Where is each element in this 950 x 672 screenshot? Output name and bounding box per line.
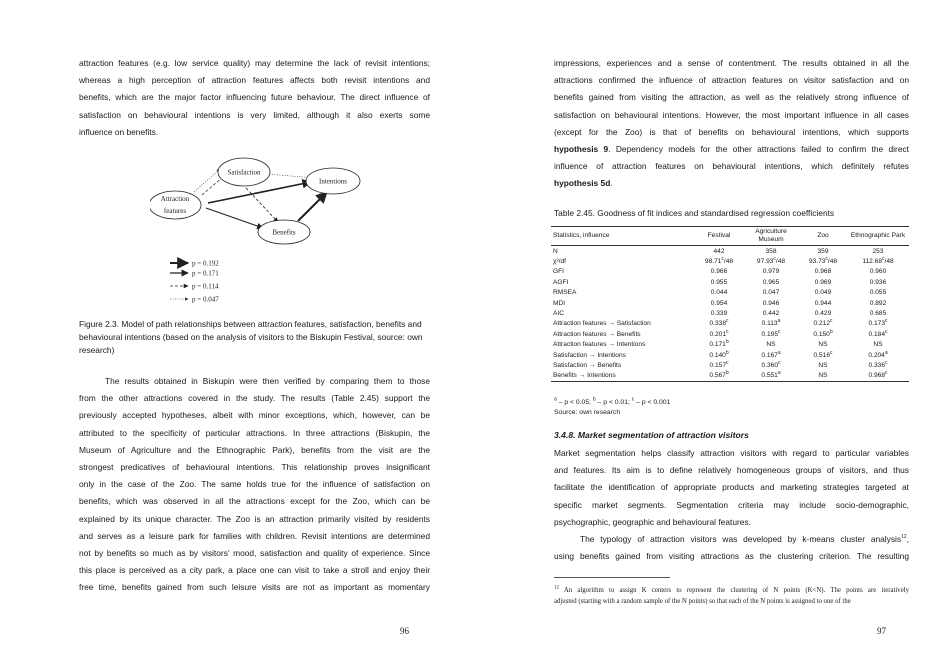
table-cell: 0.979: [762, 268, 780, 276]
table-cell: 0.969: [814, 278, 832, 286]
table-cell: 0.150$^b$: [813, 328, 833, 338]
right-paragraph-2: [554, 445, 909, 531]
table-cell: 359: [817, 247, 829, 255]
table-cell: 0.171$^b$: [709, 339, 729, 349]
table-row: [551, 360, 909, 370]
arrow-attraction-intentions: [208, 182, 311, 203]
text-line: free time, benefits gained from such leisure visits are not as important as momentary: [79, 582, 430, 593]
legend-label-1: p = 0.192: [192, 259, 219, 268]
table-cell: 0.955: [710, 278, 728, 286]
arrow-attraction-satisfaction: [194, 169, 220, 192]
text-line: Market segmentation helps classify attraction visitors with regard to particular variables: [554, 448, 909, 458]
text-line: satisfaction on behavioural intentions. However, the most important influence in all cases: [554, 109, 909, 120]
text-line: influence of attraction features on behavioural intentions, which definitely refutes: [554, 161, 909, 172]
figure-caption: Figure 2.3. Model of path relationships between attraction features, satisfaction, benefits and behavioural intentions (based on the analysis of visitors to the Biskupin Festival, source: own research): [79, 319, 423, 355]
right-paragraph-3: [554, 531, 909, 565]
table-cell: NS: [818, 361, 828, 369]
right-paragraph-1: [554, 55, 909, 193]
table-row-label: Attraction features → Benefits: [553, 330, 641, 338]
table-title: Table 2.45. Goodness of fit indices and standardised regression coefficients: [554, 208, 835, 218]
table-cell: 93.73$^c$/48: [808, 255, 838, 266]
table-cell: 0.204$^a$: [868, 349, 888, 359]
table-row: [551, 277, 909, 287]
text-line: attributed to the specificity of particular attractions. In three attractions (Biskupin, the: [79, 427, 430, 438]
footnote-ref: 12: [901, 534, 907, 541]
table-cell: 98.71$^c$/48: [704, 255, 734, 266]
table-cell: 0.567$^b$: [695, 371, 743, 382]
table-row: [551, 329, 909, 339]
table-row: [551, 246, 909, 257]
table-cell: 0.047: [762, 289, 780, 297]
legend-label-4: p = 0.047: [192, 295, 219, 304]
text-line: hypothesis 5d.: [554, 178, 613, 189]
table-cell: 0.113$^a$: [761, 318, 781, 328]
text-line: $^{12}$ An algorithm to assign K centers to represent the clustering of N points (K<N). The points are iteratively: [554, 585, 909, 594]
table-body: [551, 246, 909, 382]
table-row: [551, 256, 909, 266]
text-line: benefits gained from visiting the attraction, as well as the relatively strong influence of: [554, 92, 909, 103]
page-number-right: 97: [877, 626, 886, 636]
table-cell: 0.173$^c$: [868, 318, 888, 328]
text-line: The typology of attraction visitors was developed by k-means cluster analysis$^{12}$,: [580, 534, 909, 544]
table-cell: 0.936: [869, 278, 887, 286]
table-cell: 0.968: [814, 268, 832, 276]
text-line: attraction features (e.g. low service quality) may determine the lack of revisit intentions;: [79, 58, 430, 68]
legend-label-2: p = 0.171: [192, 269, 219, 278]
table-cell: 0.184$^c$: [868, 328, 888, 338]
arrow-benefits-intentions: [298, 192, 327, 221]
table-cell: 0.965: [762, 278, 780, 286]
text-line: only in the case of the Zoo. The same holds true for the influence of satisfaction on: [79, 479, 430, 490]
table-header-row: [551, 227, 909, 246]
header-festival: Festival: [695, 227, 743, 246]
text-line: influence on benefits.: [79, 126, 159, 137]
table-row: [551, 350, 909, 360]
table-cell: 0.167$^a$: [761, 349, 781, 359]
table-row: [551, 371, 909, 382]
table-cell: 0.516$^c$: [813, 349, 833, 359]
text-line: impressions, experiences and a sense of contentment. The results obtained in all the: [554, 58, 909, 68]
text-line: not by benefits so much as by visitors’ mood, satisfaction and quality of experience. Since: [79, 548, 430, 559]
text-line: using benefits gained from visiting attractions as the clustering criterion. The resulting: [554, 551, 909, 562]
table-cell: 0.212$^c$: [813, 318, 833, 328]
table-cell: 0.140$^b$: [709, 349, 729, 359]
table-cell: 0.966: [710, 268, 728, 276]
table-cell: 0.201$^c$: [709, 328, 729, 338]
text-line: adjusted (starting with a random sample of the N points) so that each of the N points is assigned to one of the: [554, 598, 851, 605]
node-benefits-label: Benefits: [272, 228, 296, 237]
header-statistics: Statistics, influence: [551, 227, 695, 246]
table-cell: 112.68$^c$/48: [862, 255, 894, 266]
goodness-of-fit-table: [551, 226, 909, 382]
table-row-label: N: [553, 247, 558, 255]
table-row-label: Attraction features → Intentions: [553, 341, 646, 349]
text-line: satisfaction on behavioural intentions is very limited, although it also exerts some: [79, 109, 430, 120]
text-line: benefits, which are the major factor influencing future behaviour. The direct influence of: [79, 92, 430, 103]
text-line: strongest predicatives of behavioural intentions. This relationship proves insignificant: [79, 462, 430, 473]
node-attraction-label-2: features: [163, 207, 187, 215]
footnote-rule: [554, 577, 670, 578]
path-model-diagram: [150, 152, 385, 307]
table-row-label: AGFI: [553, 278, 569, 286]
table-cell: 0.954: [710, 299, 728, 307]
table-row: [551, 308, 909, 318]
table-cell: 0.055: [869, 289, 887, 297]
section-heading: 3.4.8. Market segmentation of attraction visitors: [554, 430, 749, 440]
text-line: attractions confirmed the influence of attraction features on visitor satisfaction and on: [554, 75, 909, 86]
text-line: previously accepted hypotheses, albeit with minor exceptions, which, however, can be: [79, 410, 430, 421]
node-satisfaction-label: Satisfaction: [227, 168, 261, 177]
text-line: (except for the Zoo) is that of benefits on behavioural intentions, which supports: [554, 126, 909, 137]
text-line: and serves as a leisure park for families with children. Revisit intentions are determined: [79, 530, 430, 541]
table-cell: 0.336$^c$: [868, 359, 888, 369]
table-cell: 0.338$^c$: [709, 318, 729, 328]
table-cell: 0.551$^a$: [743, 371, 799, 382]
table-cell: 358: [765, 247, 777, 255]
text-line: explained by its unique character. The Zoo is an attraction primarily visited by residents: [79, 513, 430, 524]
text-line: and features. Its aim is to define relatively homogeneous groups of visitors, and thus: [554, 465, 909, 476]
table-row-label: GFI: [553, 268, 564, 276]
table-cell: 0.360$^c$: [761, 359, 781, 369]
table-row: [551, 298, 909, 308]
table-row-label: AIC: [553, 310, 564, 318]
node-attraction-label-1: Attraction: [160, 195, 190, 203]
text-line: facilitate the identification of appropriate products and marketing strategies targeted at: [554, 482, 909, 493]
footnote-12: [554, 585, 909, 607]
table-row-label: MDI: [553, 299, 566, 307]
left-paragraph-2: [79, 373, 430, 597]
table-row: [551, 288, 909, 298]
header-ethnographic-park: Ethnographic Park: [847, 227, 909, 246]
table-cell: 0.968$^c$: [847, 371, 909, 382]
table-cell: 0.157$^c$: [709, 359, 729, 369]
table-cell: NS: [873, 341, 883, 349]
table-row: [551, 340, 909, 350]
table-cell: 0.044: [710, 289, 728, 297]
text-line: specific market segments. Segmentation criteria may include socio-demographic,: [554, 499, 909, 510]
text-line: from the other attractions covered in the study. The results (Table 2.45) support the: [79, 393, 430, 404]
table-cell: 253: [872, 247, 884, 255]
table-cell: NS: [799, 371, 847, 382]
table-cell: NS: [818, 341, 828, 349]
table-cell: 0.892: [869, 299, 887, 307]
hypothesis-9: hypothesis 9: [554, 144, 609, 155]
right-page: [475, 0, 950, 672]
table-cell: 97.93$^c$/48: [756, 255, 786, 266]
legend-label-3: p = 0.114: [192, 282, 219, 291]
table-cell: 0.442: [762, 310, 780, 318]
text-line: this place is perceived as a city park, a place one can visit to take a stroll and enjoy their: [79, 565, 430, 576]
text-line: psychographic, geographic and behavioural features.: [554, 516, 751, 527]
header-agriculture-museum: Agriculture Museum: [743, 227, 799, 246]
table-cell: 0.339: [710, 310, 728, 318]
table-row-label: Benefits → Intentions: [551, 371, 695, 382]
table-row-label: Attraction features → Satisfaction: [553, 320, 651, 328]
table-cell: 0.944: [814, 299, 832, 307]
table-cell: 0.685: [869, 310, 887, 318]
table-cell: 0.946: [762, 299, 780, 307]
hypothesis-5d: hypothesis 5d: [554, 178, 611, 189]
table-cell: 0.049: [814, 289, 832, 297]
text-line: hypothesis 9. Dependency models for the other attractions failed to confirm the direct: [554, 144, 909, 155]
table-row: [551, 319, 909, 329]
arrow-satisfaction-benefits: [246, 188, 278, 222]
text-line: benefits, which was observed in all the attractions except for the Zoo, which can be: [79, 496, 430, 507]
table-cell: 0.195$^c$: [761, 328, 781, 338]
text-line: The results obtained in Biskupin were then verified by comparing them to those: [105, 376, 430, 386]
page-number-left: 96: [400, 626, 409, 636]
table-source: Source: own research: [554, 409, 621, 416]
table-row-label: Satisfaction → Intentions: [553, 351, 626, 359]
table-row-label: RMSEA: [553, 289, 577, 297]
node-intentions-label: Intentions: [319, 177, 347, 186]
table-row: [551, 267, 909, 277]
table-cell: 0.429: [814, 310, 832, 318]
table-cell: NS: [766, 341, 776, 349]
table-cell: 442: [713, 247, 725, 255]
table-row-label: Satisfaction → Benefits: [553, 361, 622, 369]
table-row-label: χ²/df: [553, 258, 566, 266]
text-line: Museum of Agriculture and the Ethnographic Park), benefits from the visit are the: [79, 444, 430, 455]
table-cell: 0.960: [869, 268, 887, 276]
text-line: whereas a high perception of attraction features affects both revisit intentions and: [79, 75, 430, 86]
header-zoo: Zoo: [799, 227, 847, 246]
arrow-attraction-benefits: [206, 208, 263, 228]
left-paragraph-1: [79, 55, 430, 141]
significance-note: $^a$ – p < 0.05; $^b$ – p < 0.01; $^c$ – p < 0.001: [554, 396, 671, 406]
diagram-legend: [170, 260, 219, 304]
